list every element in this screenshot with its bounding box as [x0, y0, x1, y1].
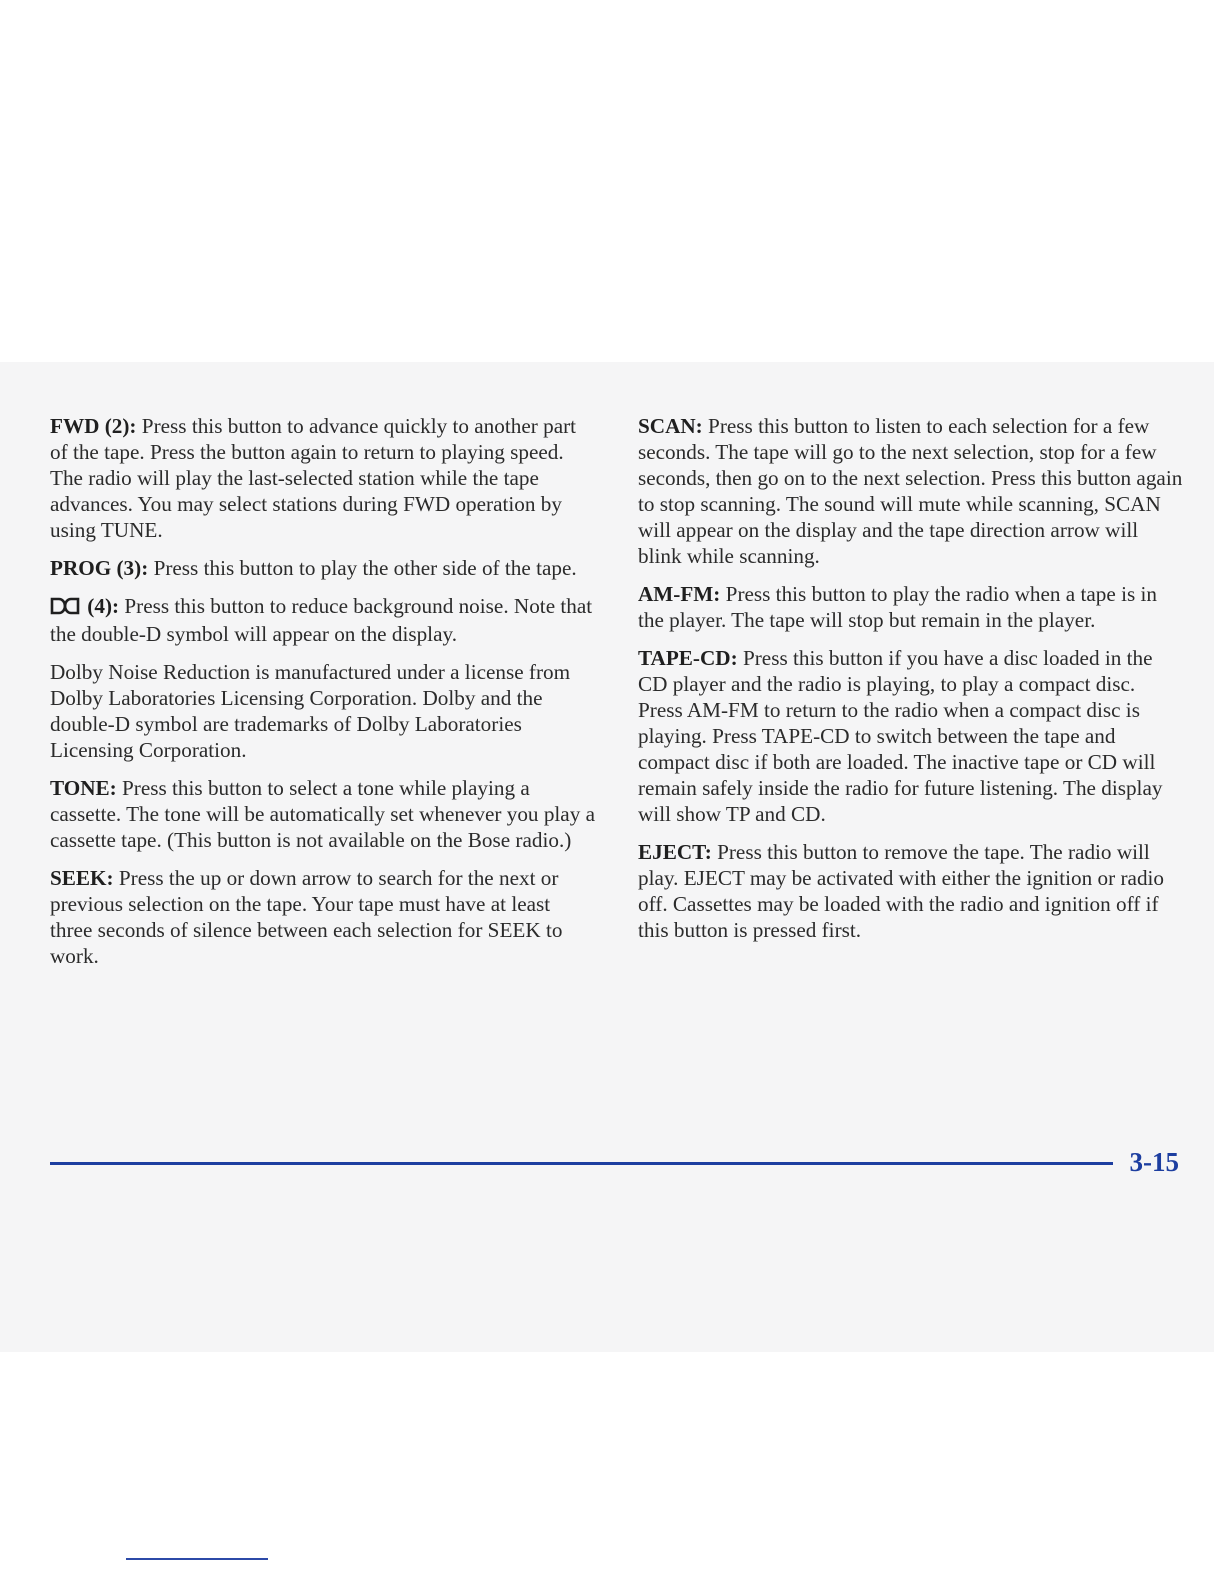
prog-paragraph: [50, 555, 595, 581]
prog-term: PROG (3):: [50, 556, 149, 580]
am-fm-term: AM-FM:: [638, 582, 721, 606]
seek-term: SEEK:: [50, 866, 114, 890]
scan-paragraph: [638, 413, 1183, 569]
right-column: [638, 413, 1183, 955]
fwd-paragraph: [50, 413, 595, 543]
am-fm-text: Press this button to play the radio when a tape is in the player. The tape will stop but remain in the player.: [638, 582, 1157, 632]
prog-text: Press this button to play the other side of the tape.: [148, 556, 577, 580]
seek-text: Press the up or down arrow to search for the next or previous selection on the tape. Your tape must have at least three seconds of silence between each selection for SEEK to work.: [50, 866, 563, 968]
left-column: [50, 413, 595, 981]
eject-term: EJECT:: [638, 840, 712, 864]
dolby-term: (4):: [82, 594, 120, 618]
tape-cd-paragraph: [638, 645, 1183, 827]
scan-text: Press this button to listen to each selection for a few seconds. The tape will go to the next selection, stop for a few seconds, then go on to the next selection. Press this button again to stop scanning. The sound will mute while scanning, SCAN will appear on the display and the tape direction arrow will blink while scanning.: [638, 414, 1183, 568]
footer-rule: [50, 1162, 1113, 1165]
dolby-paragraph: [50, 593, 595, 647]
tone-paragraph: [50, 775, 595, 853]
page-number: 3-15: [1129, 1147, 1179, 1177]
fwd-text: Press this button to advance quickly to another part of the tape. Press the button again to return to playing speed. The radio will play the last-selected station while the tape advances. You may select stations during FWD operation by using TUNE.: [50, 414, 577, 542]
seek-paragraph: [50, 865, 595, 969]
scan-term: SCAN:: [638, 414, 703, 438]
tone-text: Press this button to select a tone while playing a cassette. The tone will be automatically set whenever you play a cassette tape. (This button is not available on the Bose radio.): [50, 776, 595, 852]
dolby-double-d-icon: [50, 595, 80, 621]
dolby-license-paragraph: [50, 659, 595, 763]
am-fm-paragraph: [638, 581, 1183, 633]
tape-cd-text: Press this button if you have a disc loaded in the CD player and the radio is playing, to play a compact disc. Press AM-FM to return to the radio when a compact disc is playing. Press TAPE-CD to switch between the tape and compact disc if both are loaded. The inactive tape or CD will remain safely inside the radio for future listening. The display will show TP and CD.: [638, 646, 1163, 826]
tape-cd-term: TAPE-CD:: [638, 646, 738, 670]
eject-paragraph: [638, 839, 1183, 943]
eject-text: Press this button to remove the tape. The radio will play. EJECT may be activated with either the ignition or radio off. Cassettes may be loaded with the radio and ignition off if this button is pressed first.: [638, 840, 1165, 942]
tone-term: TONE:: [50, 776, 117, 800]
fwd-term: FWD (2):: [50, 414, 137, 438]
dolby-text: Press this button to reduce background noise. Note that the double-D symbol will appear on the display.: [50, 594, 593, 646]
dolby-license-text: Dolby Noise Reduction is manufactured under a license from Dolby Laboratories Licensing Corporation. Dolby and the double-D symbol are trademarks of Dolby Laboratories Licensing Corporation.: [50, 660, 571, 762]
bottom-rule: [126, 1558, 268, 1560]
